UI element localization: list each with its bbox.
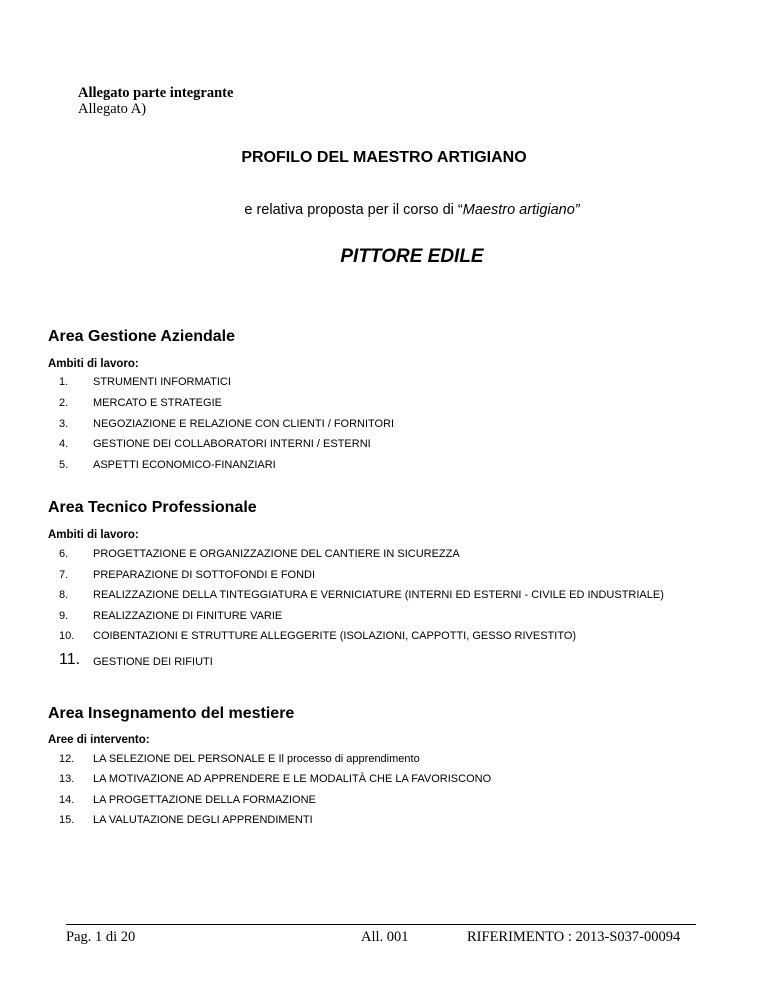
item-number: 3. <box>59 418 69 430</box>
item-number: 2. <box>59 397 69 409</box>
area-title-insegnamento-mestiere: Area Insegnamento del mestiere <box>48 705 295 722</box>
item-text: STRUMENTI INFORMATICI <box>93 376 231 388</box>
item-text: ASPETTI ECONOMICO-FINANZIARI <box>93 459 276 471</box>
area-subheading: Aree di intervento: <box>48 734 150 746</box>
item-text: LA SELEZIONE DEL PERSONALE E Il processo di apprendimento <box>93 753 420 765</box>
area-title-tecnico-professionale: Area Tecnico Professionale <box>48 499 257 516</box>
item-number: 15. <box>59 814 75 826</box>
area-subheading: Ambiti di lavoro: <box>48 529 139 541</box>
subtitle-prefix: e relativa proposta per il corso di “ <box>244 202 463 218</box>
item-text: MERCATO E STRATEGIE <box>93 397 222 409</box>
item-text: PROGETTAZIONE E ORGANIZZAZIONE DEL CANTIERE IN SICUREZZA <box>93 548 460 560</box>
item-number: 8. <box>59 589 69 601</box>
item-text: LA VALUTAZIONE DEGLI APPRENDIMENTI <box>93 814 313 826</box>
item-number: 12. <box>59 753 75 765</box>
item-number: 4. <box>59 438 69 450</box>
footer-divider <box>66 924 696 925</box>
item-number: 11. <box>59 651 81 668</box>
header-allegato-a: Allegato A) <box>78 101 147 117</box>
item-text: COIBENTAZIONI E STRUTTURE ALLEGGERITE (ISOLAZIONI, CAPPOTTI, GESSO RIVESTITO) <box>93 630 577 642</box>
item-number: 6. <box>59 548 69 560</box>
footer-attachment: All. 001 <box>361 929 409 945</box>
item-text: REALIZZAZIONE DELLA TINTEGGIATURA E VERNICIATURE (INTERNI ED ESTERNI - CIVILE ED INDUSTRIALE) <box>93 589 664 601</box>
header-allegato-integrante: Allegato parte integrante <box>78 85 234 101</box>
footer-page-number: Pag. 1 di 20 <box>66 929 136 945</box>
item-text: LA MOTIVAZIONE AD APPRENDERE E LE MODALITÀ CHE LA FAVORISCONO <box>93 773 492 785</box>
item-text: LA PROGETTAZIONE DELLA FORMAZIONE <box>93 794 316 806</box>
course-title: PITTORE EDILE <box>340 246 484 267</box>
page-title: PROFILO DEL MAESTRO ARTIGIANO <box>241 149 527 166</box>
item-number: 14. <box>59 794 75 806</box>
area-subheading: Ambiti di lavoro: <box>48 358 139 370</box>
item-number: 1. <box>59 376 69 388</box>
item-number: 9. <box>59 610 69 622</box>
subtitle-italic: Maestro artigiano” <box>462 202 580 218</box>
item-number: 5. <box>59 459 69 471</box>
subtitle <box>0 202 768 218</box>
item-number: 13. <box>59 773 75 785</box>
item-number: 10. <box>59 630 75 642</box>
area-title-gestione-aziendale: Area Gestione Aziendale <box>48 328 236 345</box>
footer-reference: RIFERIMENTO : 2013-S037-00094 <box>467 929 681 945</box>
item-text: NEGOZIAZIONE E RELAZIONE CON CLIENTI / FORNITORI <box>93 418 395 430</box>
item-text: REALIZZAZIONE DI FINITURE VARIE <box>93 610 283 622</box>
item-number: 7. <box>59 569 69 581</box>
item-text: GESTIONE DEI COLLABORATORI INTERNI / ESTERNI <box>93 438 371 450</box>
item-text: GESTIONE DEI RIFIUTI <box>93 656 213 668</box>
item-text: PREPARAZIONE DI SOTTOFONDI E FONDI <box>93 569 316 581</box>
